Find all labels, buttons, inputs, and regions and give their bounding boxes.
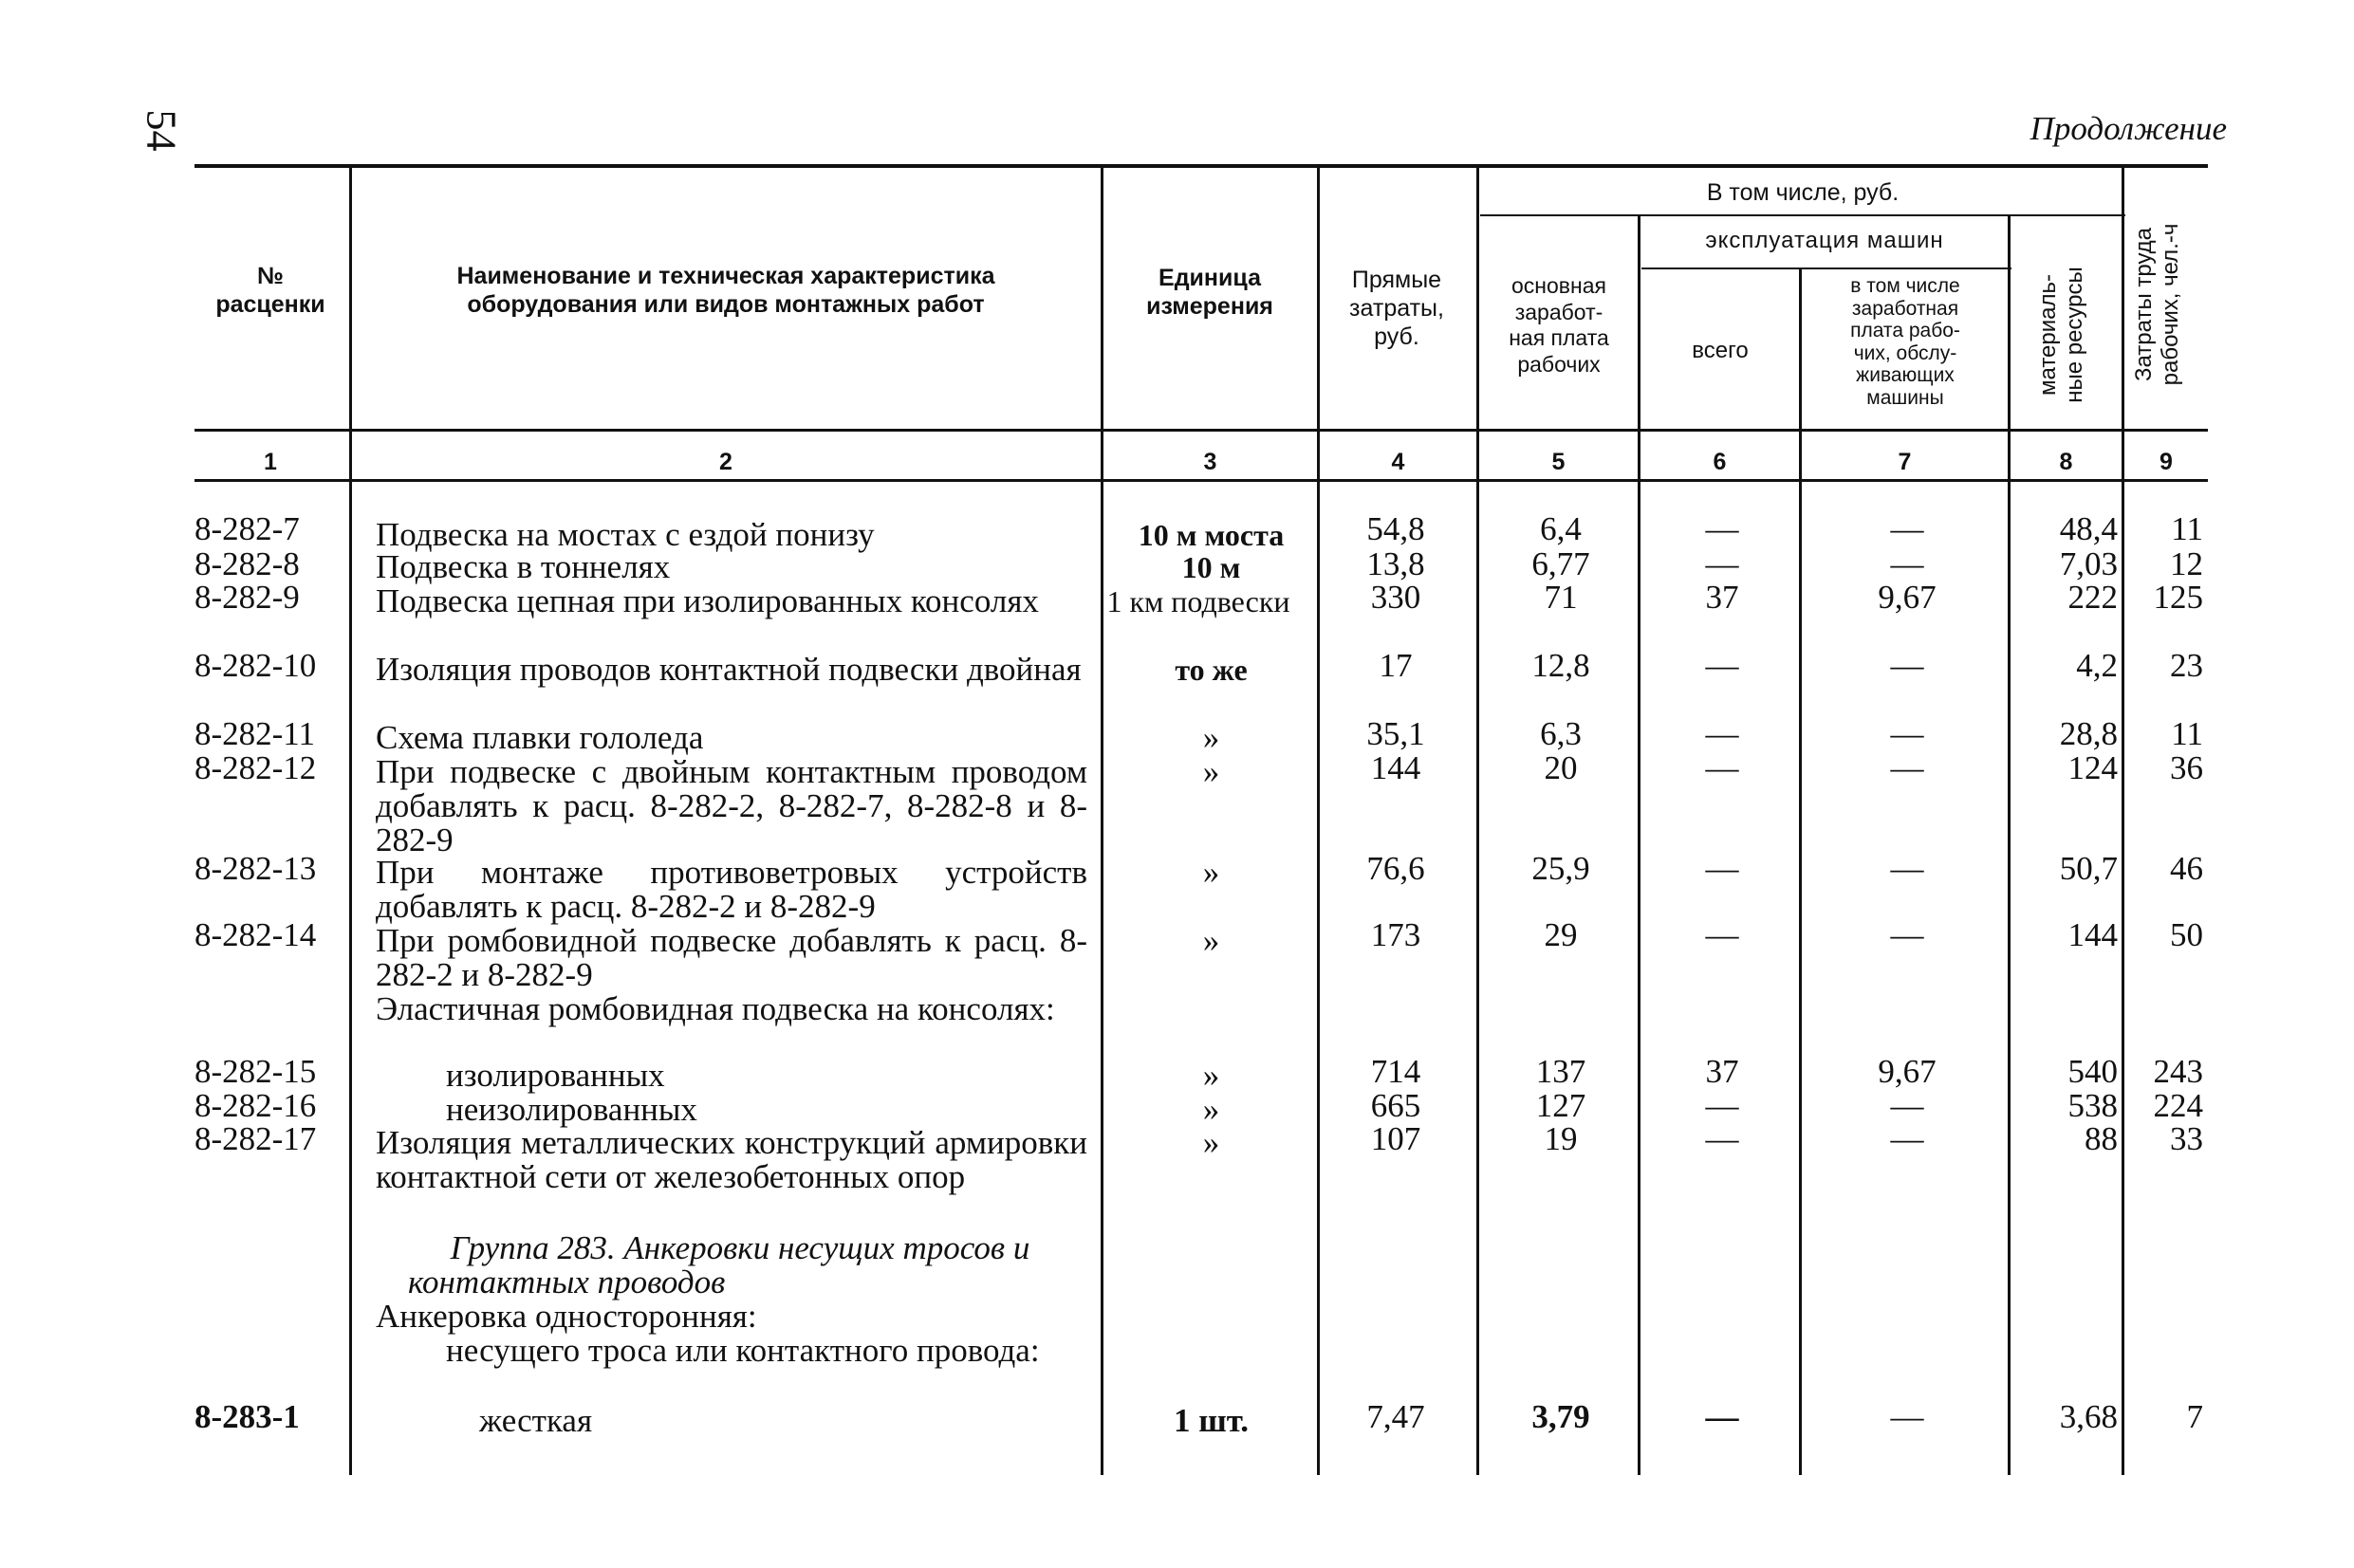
colnum-8: 8 <box>2059 449 2073 475</box>
row-direct-cost: 107 <box>1370 1120 1421 1157</box>
row-direct-cost: 35,1 <box>1366 715 1425 752</box>
colnum-4: 4 <box>1391 449 1405 475</box>
row-unit: » <box>1202 1057 1220 1094</box>
header-col4: Прямые затраты, руб. <box>1349 267 1444 350</box>
row-machine-wage: — <box>1890 647 1924 684</box>
header-col2: Наименование и техническая характеристика оборудования или видов монтажных работ <box>456 263 995 318</box>
colnum-1: 1 <box>264 449 277 475</box>
row-wage: 12,8 <box>1531 647 1590 684</box>
col-divider-7 <box>2008 216 2011 1475</box>
row-materials: 4,2 <box>2076 647 2118 684</box>
row-labor: 12 <box>2170 545 2203 582</box>
row-name: Схема плавки гололеда <box>376 719 704 756</box>
row-code: 8-282-11 <box>195 715 316 752</box>
colnum-2: 2 <box>719 449 732 475</box>
row-labor: 11 <box>2171 715 2203 752</box>
row-materials: 538 <box>2067 1087 2118 1124</box>
row-direct-cost: 76,6 <box>1366 850 1425 887</box>
row-direct-cost: 665 <box>1370 1087 1421 1124</box>
row-unit: то же <box>1175 653 1248 687</box>
colnum-5: 5 <box>1551 449 1566 475</box>
row-machine-total: — <box>1705 1398 1739 1435</box>
row-machine-total: — <box>1705 510 1739 547</box>
row-code: 8-282-17 <box>195 1120 317 1157</box>
row-labor: 125 <box>2153 579 2203 616</box>
header-col6: всего <box>1692 338 1749 363</box>
row-materials: 144 <box>2067 916 2118 953</box>
row-subheading: Анкеровка односторонняя: <box>376 1298 757 1335</box>
col-divider-2 <box>1101 168 1103 1475</box>
row-unit: » <box>1202 922 1220 959</box>
row-subheading: несущего троса или контактного провода: <box>446 1332 1040 1369</box>
row-machine-total: — <box>1705 545 1739 582</box>
row-code: 8-283-1 <box>195 1398 300 1435</box>
col-divider-4 <box>1476 168 1479 1475</box>
group-heading: Группа 283. Анкеровки несущих тросов и контактных проводов <box>408 1229 1030 1301</box>
row-labor: 36 <box>2170 749 2203 786</box>
row-labor: 33 <box>2170 1120 2203 1157</box>
row-materials: 222 <box>2067 579 2118 616</box>
row-name: Изоляция металлических конструкций армировки контактной сети от железобетонных опор <box>376 1124 1087 1195</box>
header-col9: Затраты труда рабочих, чел.-ч <box>2131 223 2183 386</box>
header-bottom-rule <box>195 429 2208 432</box>
row-unit: 1 шт. <box>1173 1402 1250 1439</box>
row-machine-wage: — <box>1890 510 1924 547</box>
col-divider-1 <box>349 168 352 1475</box>
row-direct-cost: 714 <box>1370 1053 1421 1090</box>
row-machine-total: — <box>1705 916 1739 953</box>
row-unit: 10 м моста <box>1138 518 1285 552</box>
row-machine-wage: — <box>1890 749 1924 786</box>
row-direct-cost: 13,8 <box>1366 545 1425 582</box>
row-machine-wage: 9,67 <box>1878 1053 1937 1090</box>
row-name: жесткая <box>479 1402 593 1439</box>
row-labor: 23 <box>2170 647 2203 684</box>
row-labor: 243 <box>2153 1053 2203 1090</box>
row-wage: 20 <box>1544 749 1578 786</box>
row-machine-total: — <box>1705 715 1739 752</box>
row-machine-total: — <box>1705 1087 1739 1124</box>
row-wage: 29 <box>1544 916 1578 953</box>
header-col7: в том числе заработная плата рабо- чих, обслу- живающих машины <box>1850 275 1960 409</box>
row-materials: 50,7 <box>2059 850 2118 887</box>
row-direct-cost: 144 <box>1370 749 1421 786</box>
colnum-3: 3 <box>1203 449 1217 475</box>
row-machine-total: — <box>1705 749 1739 786</box>
row-labor: 7 <box>2186 1398 2203 1435</box>
row-name: неизолированных <box>446 1091 697 1128</box>
row-wage: 71 <box>1544 579 1578 616</box>
row-materials: 7,03 <box>2059 545 2118 582</box>
continuation-label: Продолжение <box>2030 110 2227 147</box>
row-wage: 6,3 <box>1540 715 1582 752</box>
row-wage: 25,9 <box>1531 850 1590 887</box>
row-code: 8-282-14 <box>195 916 317 953</box>
row-wage: 3,79 <box>1531 1398 1590 1435</box>
row-materials: 540 <box>2067 1053 2118 1090</box>
row-name: Изоляция проводов контактной подвески двойная <box>376 651 1082 688</box>
col-divider-3 <box>1317 168 1320 1475</box>
row-materials: 48,4 <box>2059 510 2118 547</box>
row-subheading: Эластичная ромбовидная подвеска на консолях: <box>376 990 1055 1027</box>
row-direct-cost: 7,47 <box>1366 1398 1425 1435</box>
row-machine-wage: — <box>1890 1087 1924 1124</box>
row-code: 8-282-13 <box>195 850 317 887</box>
row-unit: » <box>1202 854 1220 891</box>
row-machine-wage: — <box>1890 850 1924 887</box>
row-machine-wage: — <box>1890 916 1924 953</box>
row-name: изолированных <box>446 1057 665 1094</box>
row-direct-cost: 17 <box>1379 647 1413 684</box>
row-wage: 127 <box>1535 1087 1586 1124</box>
row-unit: 1 км подвески <box>1106 584 1290 618</box>
row-code: 8-282-10 <box>195 647 317 684</box>
col-divider-5 <box>1638 216 1640 1475</box>
header-col3: Единица измерения <box>1146 265 1273 320</box>
colnum-7: 7 <box>1898 449 1912 475</box>
row-name: При ромбовидной подвеске добавлять к расц. 8-282-2 и 8-282-9 <box>376 922 1087 993</box>
row-wage: 19 <box>1544 1120 1578 1157</box>
row-code: 8-282-8 <box>195 545 300 582</box>
row-code: 8-282-9 <box>195 579 300 616</box>
row-machine-wage: — <box>1890 715 1924 752</box>
row-machine-wage: 9,67 <box>1878 579 1937 616</box>
row-machine-total: 37 <box>1705 579 1739 616</box>
header-col8: материаль- ные ресурсы <box>2035 267 2087 403</box>
table-top-rule <box>195 164 2208 168</box>
exploit-group-rule <box>1641 267 2011 269</box>
row-wage: 6,77 <box>1531 545 1590 582</box>
row-code: 8-282-7 <box>195 510 300 547</box>
row-machine-total: — <box>1705 647 1739 684</box>
header-group-exploit: эксплуатация машин <box>1705 228 1944 253</box>
header-col5: основная заработ- ная плата рабочих <box>1509 273 1609 377</box>
row-name: При монтаже противоветровых устройств добавлять к расц. 8-282-2 и 8-282-9 <box>376 854 1087 925</box>
incl-group-rule <box>1480 214 2125 216</box>
row-direct-cost: 330 <box>1370 579 1421 616</box>
header-group-incl: В том числе, руб. <box>1706 179 1900 206</box>
row-labor: 11 <box>2171 510 2203 547</box>
row-code: 8-282-15 <box>195 1053 317 1090</box>
row-direct-cost: 54,8 <box>1366 510 1425 547</box>
row-machine-total: — <box>1705 1120 1739 1157</box>
colnum-9: 9 <box>2159 449 2173 475</box>
row-name: При подвеске с двойным контактным проводом добавлять к расц. 8-282-2, 8-282-7, 8-282-8 и 8-282-9 <box>376 753 1087 858</box>
row-code: 8-282-16 <box>195 1087 317 1124</box>
row-labor: 224 <box>2153 1087 2203 1124</box>
row-unit: » <box>1202 753 1220 790</box>
row-unit: » <box>1202 1124 1220 1161</box>
row-name: Подвеска цепная при изолированных консолях <box>376 582 1039 619</box>
row-machine-wage: — <box>1890 1398 1924 1435</box>
row-wage: 6,4 <box>1540 510 1582 547</box>
row-unit: » <box>1202 1091 1220 1128</box>
row-unit: » <box>1202 719 1220 756</box>
row-materials: 88 <box>2085 1120 2118 1157</box>
row-direct-cost: 173 <box>1370 916 1421 953</box>
header-col1: № расценки <box>215 263 325 318</box>
row-materials: 28,8 <box>2059 715 2118 752</box>
row-labor: 50 <box>2170 916 2203 953</box>
row-machine-wage: — <box>1890 1120 1924 1157</box>
row-machine-wage: — <box>1890 545 1924 582</box>
row-machine-total: — <box>1705 850 1739 887</box>
colnum-bottom-rule <box>195 479 2208 482</box>
page-number: 54 <box>138 109 185 152</box>
row-name: Подвеска на мостах с ездой понизу <box>376 516 875 553</box>
row-materials: 124 <box>2067 749 2118 786</box>
row-code: 8-282-12 <box>195 749 317 786</box>
col-divider-8 <box>2122 168 2124 1475</box>
row-wage: 137 <box>1535 1053 1586 1090</box>
row-machine-total: 37 <box>1705 1053 1739 1090</box>
row-materials: 3,68 <box>2059 1398 2118 1435</box>
colnum-6: 6 <box>1713 449 1727 475</box>
row-unit: 10 м <box>1181 550 1241 584</box>
row-labor: 46 <box>2170 850 2203 887</box>
row-name: Подвеска в тоннелях <box>376 548 671 585</box>
